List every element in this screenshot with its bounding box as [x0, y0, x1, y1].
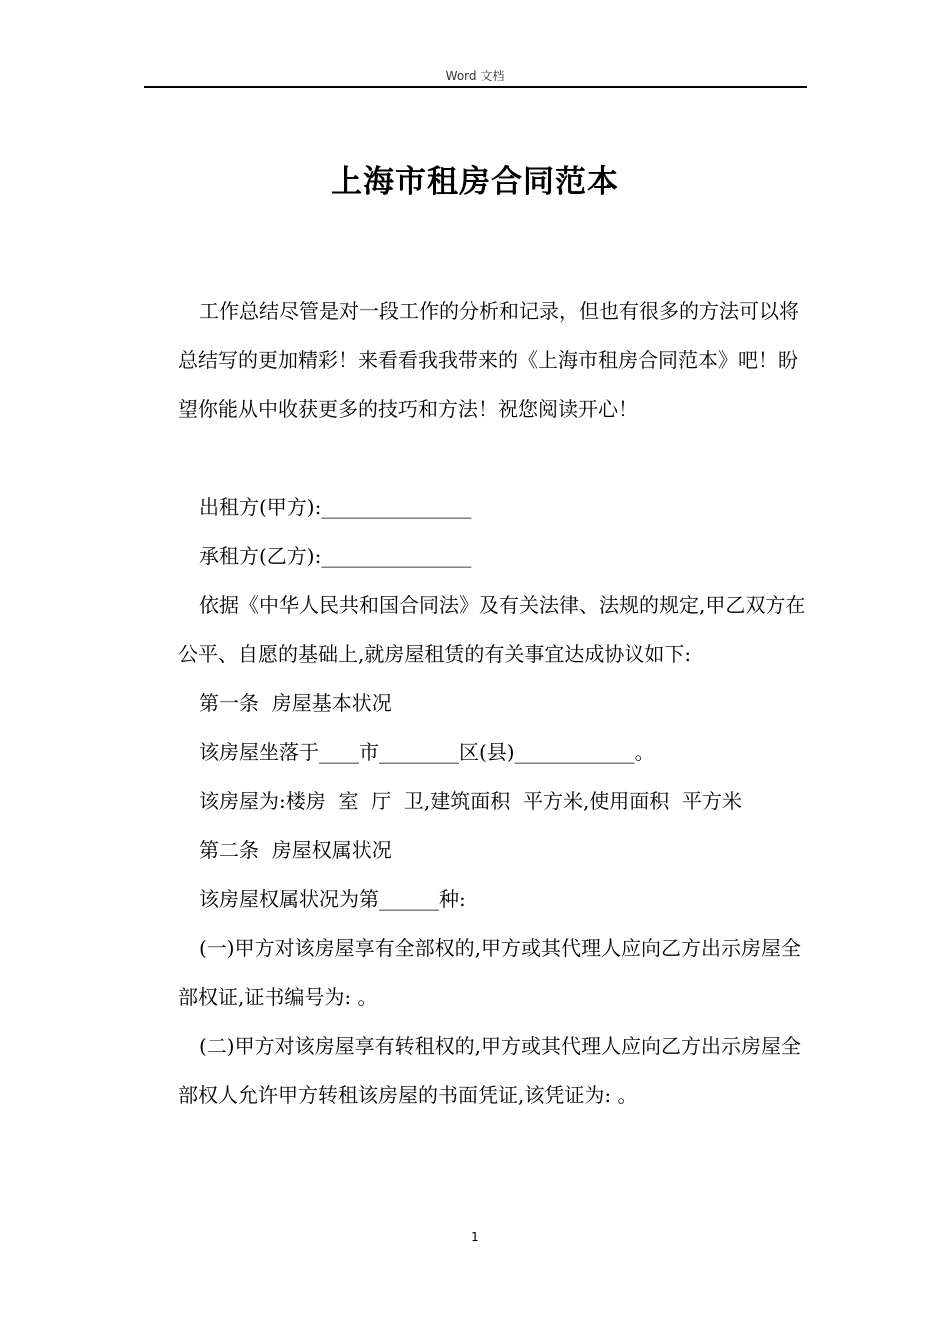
lessor-line: 出租方(甲方):_______________ — [199, 495, 472, 519]
header-label: Word 文档 — [445, 69, 505, 83]
document-body — [178, 287, 808, 1120]
legal-basis-paragraph: 依据《中华人民共和国合同法》及有关法律、法规的规定,甲乙双方在公平、自愿的基础上,就房屋租赁的有关事宜达成协议如下: — [178, 593, 806, 666]
page-number: 1 — [471, 1230, 479, 1244]
article-2-heading: 第二条 房屋权属状况 — [199, 838, 392, 862]
header-divider — [144, 86, 807, 88]
property-location-line: 该房屋坐落于____市________区(县)____________。 — [199, 740, 655, 764]
ownership-clause-1: (一)甲方对该房屋享有全部权的,甲方或其代理人应向乙方出示房屋全部权证,证书编号为: 。 — [178, 936, 801, 1009]
article-1-heading: 第一条 房屋基本状况 — [199, 691, 392, 715]
ownership-clause-2: (二)甲方对该房屋享有转租权的,甲方或其代理人应向乙方出示房屋全部权人允许甲方转租该房屋的书面凭证,该凭证为: 。 — [178, 1034, 801, 1107]
paragraph-gap — [178, 434, 808, 483]
document-title: 上海市租房合同范本 — [331, 164, 619, 200]
lessee-line: 承租方(乙方):_______________ — [199, 544, 472, 568]
intro-paragraph: 工作总结尽管是对一段工作的分析和记录，但也有很多的方法可以将总结写的更加精彩！来看看我我带来的《上海市租房合同范本》吧！盼望你能从中收获更多的技巧和方法！祝您阅读开心！ — [178, 299, 799, 421]
property-layout-line: 该房屋为:楼房 室 厅 卫,建筑面积 平方米,使用面积 平方米 — [199, 789, 743, 813]
ownership-type-line: 该房屋权属状况为第______种: — [199, 887, 466, 911]
